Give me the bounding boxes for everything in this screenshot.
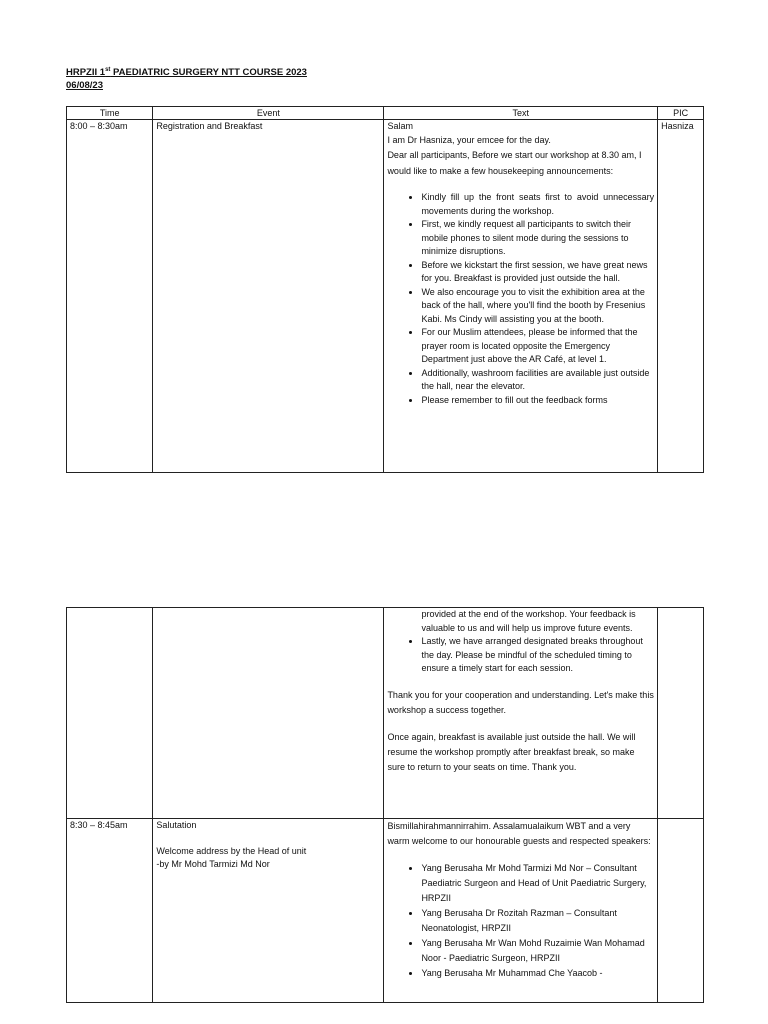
list-item: • We also encourage you to visit the exhibition area at the back of the hall, where you'll find the booth by Fresenius Kabi. Ms Cindy will assisting you at the booth. [421,286,654,327]
event-line: Welcome address by the Head of unit [156,845,307,856]
list-item: • Kindly fill up the front seats first to avoid unnecessary movements during the workshop. [421,191,654,218]
continued-text: provided at the end of the workshop. Your feedback is valuable to us and will help us improve future events. [421,609,636,633]
list-item: • Please remember to fill out the feedback forms [421,394,654,408]
list-item: • Yang Berusaha Mr Wan Mohd Ruzaimie Wan Mohamad Noor - Paediatric Surgeon, HRPZII [421,936,654,966]
time-cell [67,608,153,819]
closing-paragraph: Once again, breakfast is available just outside the hall. We will resume the workshop promptly after breakfast break, so make sure to return to your seats on time. Thank you. [387,731,636,772]
guest-list [387,861,654,981]
announcement-list [387,191,654,407]
event-cell [153,819,384,1003]
table-row [67,608,704,819]
text-cell [384,608,658,819]
header-time: Time [67,107,153,120]
list-item: • For our Muslim attendees, please be informed that the prayer room is located opposite the Emergency Department just above the AR Café, at level 1. [421,326,654,367]
table-row [67,120,704,473]
document-header [66,66,307,92]
list-item: • First, we kindly request all participants to switch their mobile phones to silent mode during the sessions to minimize disruptions. [421,218,654,259]
list-item: • Additionally, washroom facilities are available just outside the hall, near the elevator. [421,367,654,394]
table-header-row [67,107,704,120]
event-line: -by Mr Mohd Tarmizi Md Nor [156,859,270,869]
schedule-table-page1 [66,106,704,473]
time-cell: 8:30 – 8:45am [67,819,153,1003]
course-date: 06/08/23 [66,80,103,91]
course-title: HRPZII 1st PAEDIATRIC SURGERY NTT COURSE 2023 [66,66,307,78]
list-item: • Yang Berusaha Mr Muhammad Che Yaacob - [421,966,654,981]
list-item: • Yang Berusaha Dr Rozitah Razman – Consultant Neonatologist, HRPZII [421,906,654,936]
intro-line: Salam [387,121,413,131]
header-text: Text [384,107,658,120]
intro-paragraph: Bismillahirahmannirrahim. Assalamualaikum WBT and a very warm welcome to our honourable guests and respected speakers: [387,821,651,846]
announcement-list [387,635,654,676]
intro-line: I am Dr Hasniza, your emcee for the day. [387,134,551,145]
text-cell [384,120,658,473]
header-event: Event [153,107,384,120]
pic-cell: Hasniza [658,120,704,473]
header-pic: PIC [658,107,704,120]
table-row [67,819,704,1003]
closing-paragraph: Thank you for your cooperation and understanding. Let's make this workshop a success together. [387,689,654,715]
list-item: • Lastly, we have arranged designated breaks throughout the day. Please be mindful of the scheduled timing to ensure a timely start for each session. [421,635,654,676]
list-item: • Before we kickstart the first session, we have great news for you. Breakfast is provided just outside the hall. [421,259,654,286]
event-line: Salutation [156,820,197,830]
intro-line: Dear all participants, Before we start our workshop at 8.30 am, I would like to make a few housekeeping announcements: [387,150,642,176]
pic-cell [658,608,704,819]
event-cell [153,608,384,819]
time-cell: 8:00 – 8:30am [67,120,153,473]
list-item: • Yang Berusaha Mr Mohd Tarmizi Md Nor – Consultant Paediatric Surgeon and Head of Unit Paediatric Surgery, HRPZII [421,861,654,906]
text-cell [384,819,658,1003]
schedule-table-page2 [66,607,704,1003]
pic-cell [658,819,704,1003]
event-cell: Registration and Breakfast [153,120,384,473]
